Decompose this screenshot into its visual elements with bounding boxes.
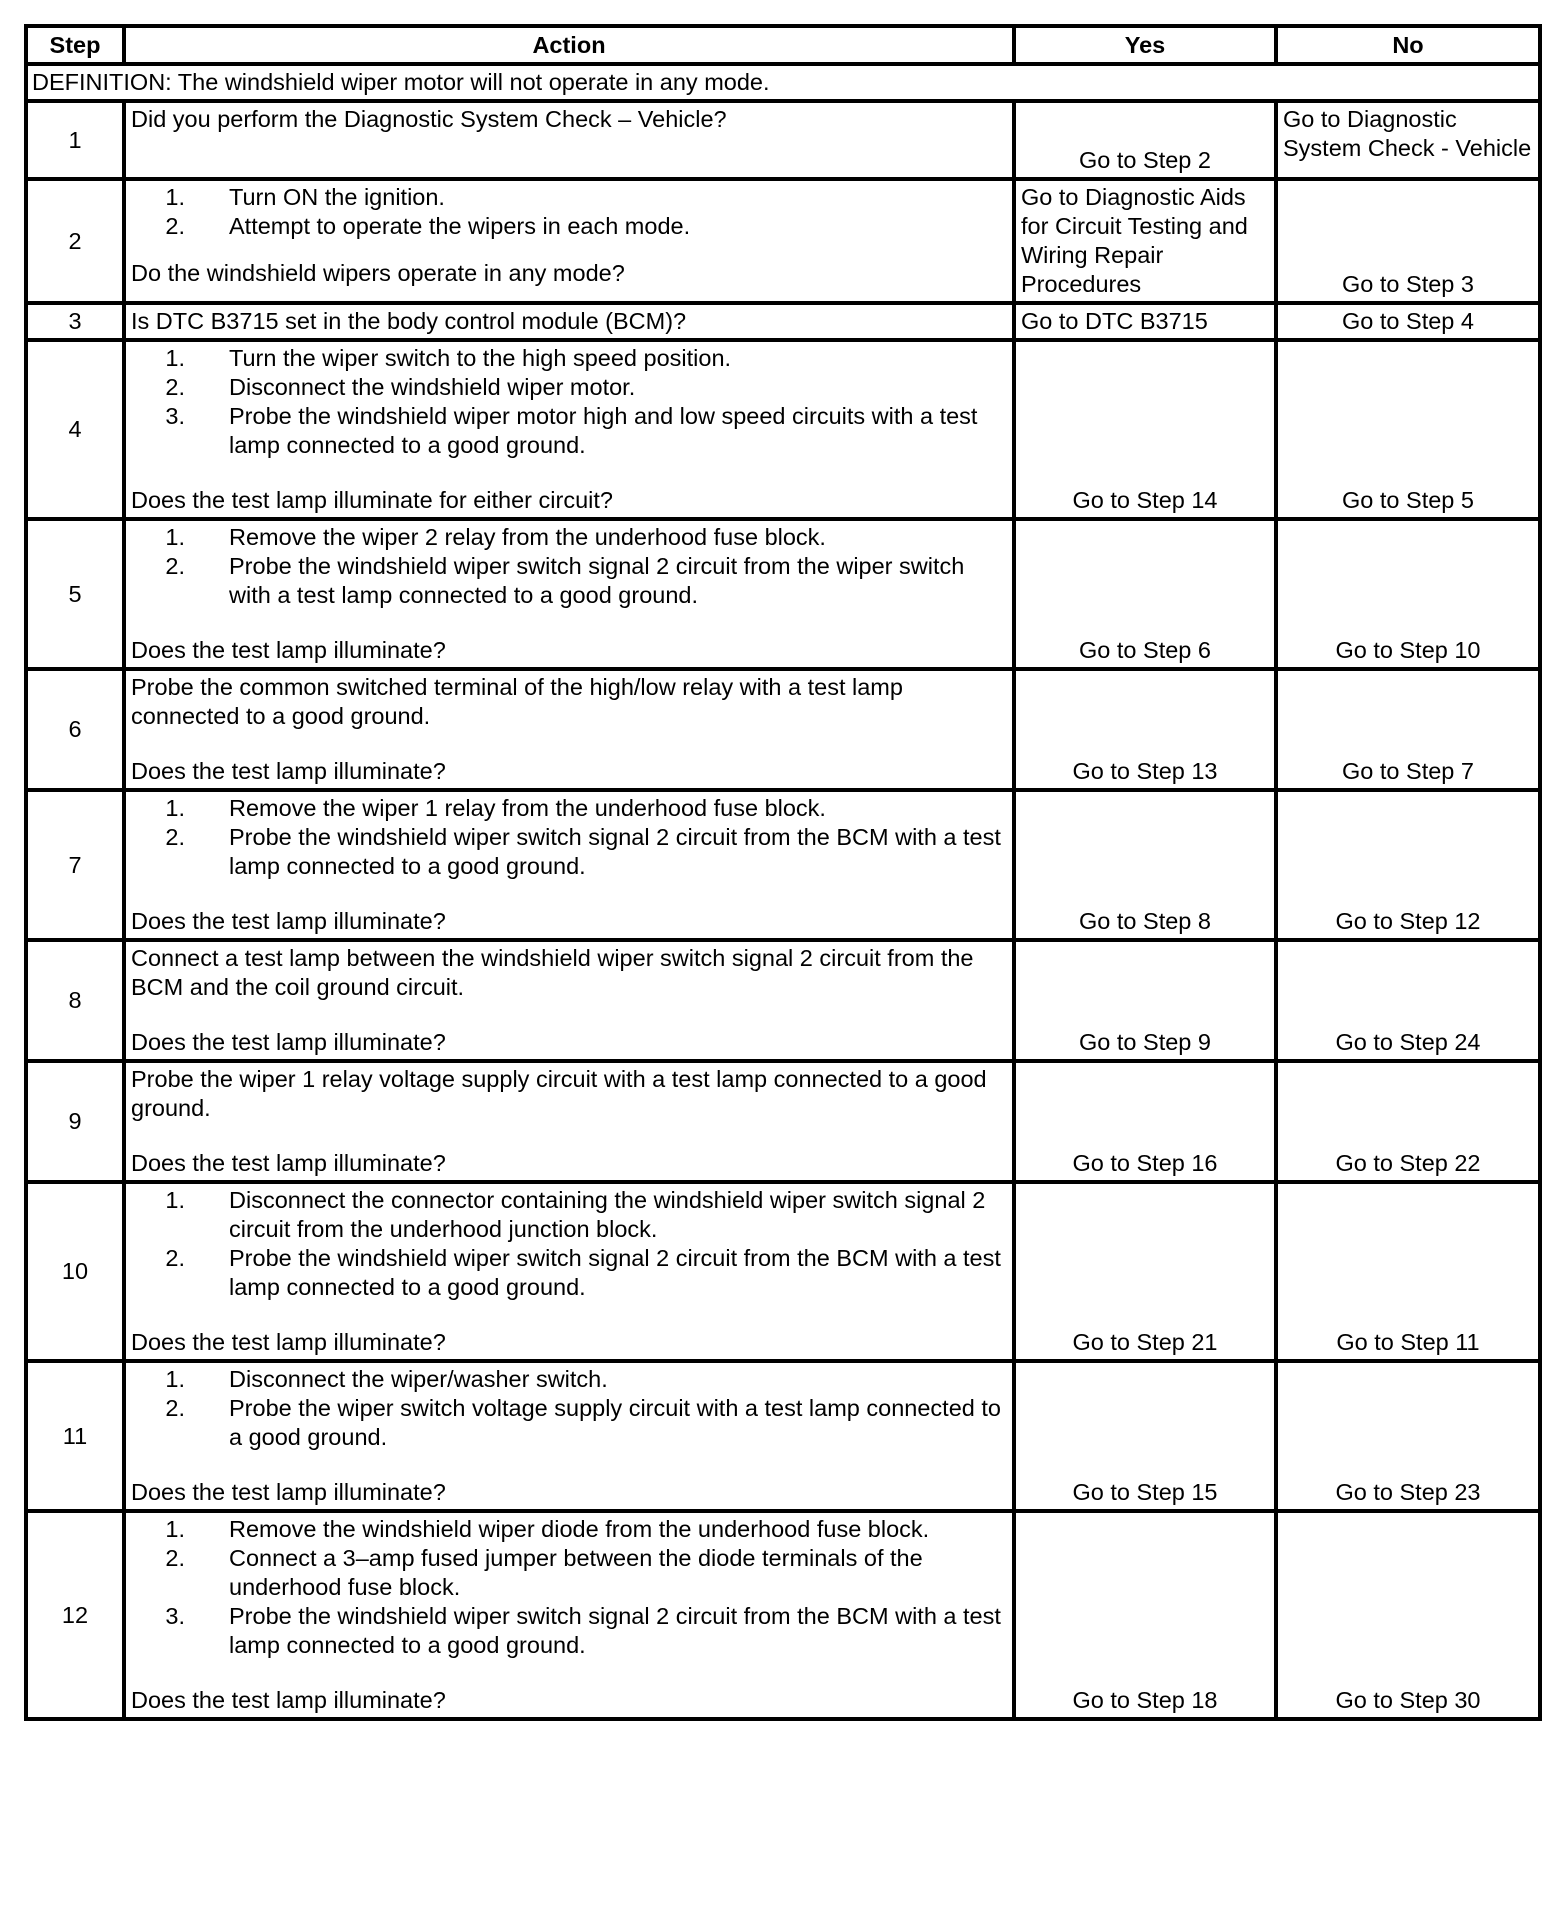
step-number: 9 <box>26 1061 124 1182</box>
action-steps <box>131 183 1007 241</box>
no-cell: Go to Step 4 <box>1276 303 1540 340</box>
no-cell: Go to Step 23 <box>1276 1361 1540 1511</box>
action-steps <box>131 344 1007 460</box>
action-steps <box>131 1365 1007 1452</box>
action-cell <box>124 790 1014 940</box>
yes-cell: Go to Step 9 <box>1014 940 1276 1061</box>
step-number: 8 <box>26 940 124 1061</box>
no-cell: Go to Step 30 <box>1276 1511 1540 1719</box>
header-step: Step <box>26 26 124 64</box>
table-row <box>26 1361 1540 1511</box>
step-number: 11 <box>26 1361 124 1511</box>
step-number: 7 <box>26 790 124 940</box>
action-cell <box>124 101 1014 179</box>
action-question: Does the test lamp illuminate? <box>131 1479 446 1505</box>
diagnostic-table <box>24 24 1542 1721</box>
table-row <box>26 303 1540 340</box>
table-row <box>26 1061 1540 1182</box>
step-number: 12 <box>26 1511 124 1719</box>
step-number: 10 <box>26 1182 124 1361</box>
action-question: Is DTC B3715 set in the body control module (BCM)? <box>131 308 687 334</box>
no-cell: Go to Step 22 <box>1276 1061 1540 1182</box>
action-question: Does the test lamp illuminate? <box>131 1029 446 1055</box>
yes-cell: Go to Step 18 <box>1014 1511 1276 1719</box>
yes-cell: Go to Step 6 <box>1014 519 1276 669</box>
no-cell: Go to Step 12 <box>1276 790 1540 940</box>
action-step-item: 2. Probe the windshield wiper switch signal 2 circuit from the wiper switch with a test lamp connected to a good ground. <box>165 553 965 608</box>
no-cell: Go to Step 10 <box>1276 519 1540 669</box>
table-row <box>26 179 1540 303</box>
table-row <box>26 940 1540 1061</box>
action-question: Does the test lamp illuminate? <box>131 1687 446 1713</box>
action-question: Does the test lamp illuminate? <box>131 758 446 784</box>
action-step-item: 3. Probe the windshield wiper motor high and low speed circuits with a test lamp connected to a good ground. <box>165 403 978 458</box>
table-row <box>26 1182 1540 1361</box>
action-cell <box>124 1511 1014 1719</box>
action-steps <box>131 1515 1007 1660</box>
step-number: 6 <box>26 669 124 790</box>
action-question: Do the windshield wipers operate in any mode? <box>131 260 625 286</box>
no-cell: Go to Diagnostic System Check - Vehicle <box>1276 101 1540 179</box>
yes-cell: Go to Step 15 <box>1014 1361 1276 1511</box>
action-step-item: 1. Remove the wiper 1 relay from the underhood fuse block. <box>165 795 826 821</box>
step-number: 3 <box>26 303 124 340</box>
table-row <box>26 1511 1540 1719</box>
action-cell <box>124 940 1014 1061</box>
diagnostic-table-sheet <box>24 24 1542 1721</box>
action-step-item: 1. Remove the wiper 2 relay from the underhood fuse block. <box>165 524 826 550</box>
table-row <box>26 790 1540 940</box>
table-row <box>26 340 1540 519</box>
action-question: Does the test lamp illuminate? <box>131 1150 446 1176</box>
yes-cell: Go to Step 14 <box>1014 340 1276 519</box>
action-step-item: 1. Turn ON the ignition. <box>165 184 445 210</box>
action-text: Connect a test lamp between the windshield wiper switch signal 2 circuit from the BCM and the coil ground circuit. <box>131 945 974 1000</box>
table-row <box>26 669 1540 790</box>
action-cell <box>124 179 1014 303</box>
action-question: Does the test lamp illuminate? <box>131 637 446 663</box>
action-steps <box>131 523 1007 610</box>
no-cell: Go to Step 3 <box>1276 179 1540 303</box>
action-question: Does the test lamp illuminate for either circuit? <box>131 487 613 513</box>
action-text: Probe the wiper 1 relay voltage supply circuit with a test lamp connected to a good ground. <box>131 1066 987 1121</box>
yes-cell: Go to Step 2 <box>1014 101 1276 179</box>
action-step-item: 1. Disconnect the wiper/washer switch. <box>165 1366 608 1392</box>
action-step-item: 1. Disconnect the connector containing the windshield wiper switch signal 2 circuit from the underhood junction block. <box>165 1187 986 1242</box>
action-step-item: 2. Attempt to operate the wipers in each mode. <box>165 213 691 239</box>
action-step-item: 2. Connect a 3–amp fused jumper between the diode terminals of the underhood fuse block. <box>165 1545 923 1600</box>
no-cell: Go to Step 11 <box>1276 1182 1540 1361</box>
header-action: Action <box>124 26 1014 64</box>
action-cell <box>124 669 1014 790</box>
definition-row <box>26 64 1540 101</box>
table-row <box>26 101 1540 179</box>
step-number: 4 <box>26 340 124 519</box>
action-cell <box>124 519 1014 669</box>
no-cell: Go to Step 7 <box>1276 669 1540 790</box>
action-step-item: 2. Probe the wiper switch voltage supply circuit with a test lamp connected to a good ground. <box>165 1395 1001 1450</box>
yes-cell: Go to Step 21 <box>1014 1182 1276 1361</box>
action-question: Does the test lamp illuminate? <box>131 908 446 934</box>
action-cell <box>124 340 1014 519</box>
action-steps <box>131 794 1007 881</box>
action-cell <box>124 1061 1014 1182</box>
yes-cell: Go to DTC B3715 <box>1014 303 1276 340</box>
no-cell: Go to Step 24 <box>1276 940 1540 1061</box>
yes-cell: Go to Step 8 <box>1014 790 1276 940</box>
action-cell <box>124 1361 1014 1511</box>
action-cell <box>124 1182 1014 1361</box>
header-yes: Yes <box>1014 26 1276 64</box>
action-step-item: 2. Probe the windshield wiper switch signal 2 circuit from the BCM with a test lamp connected to a good ground. <box>165 824 1001 879</box>
table-row <box>26 519 1540 669</box>
action-question: Did you perform the Diagnostic System Check – Vehicle? <box>131 106 727 132</box>
yes-cell: Go to Step 13 <box>1014 669 1276 790</box>
no-cell: Go to Step 5 <box>1276 340 1540 519</box>
action-cell <box>124 303 1014 340</box>
action-step-item: 1. Turn the wiper switch to the high speed position. <box>165 345 732 371</box>
step-number: 2 <box>26 179 124 303</box>
action-question: Does the test lamp illuminate? <box>131 1329 446 1355</box>
definition-text: DEFINITION: The windshield wiper motor will not operate in any mode. <box>26 64 1540 101</box>
step-number: 5 <box>26 519 124 669</box>
header-no: No <box>1276 26 1540 64</box>
yes-cell: Go to Step 16 <box>1014 1061 1276 1182</box>
step-number: 1 <box>26 101 124 179</box>
action-step-item: 1. Remove the windshield wiper diode from the underhood fuse block. <box>165 1516 930 1542</box>
yes-cell: Go to Diagnostic Aids for Circuit Testing and Wiring Repair Procedures <box>1014 179 1276 303</box>
action-step-item: 2. Disconnect the windshield wiper motor. <box>165 374 636 400</box>
action-text: Probe the common switched terminal of the high/low relay with a test lamp connected to a good ground. <box>131 674 903 729</box>
action-step-item: 2. Probe the windshield wiper switch signal 2 circuit from the BCM with a test lamp connected to a good ground. <box>165 1245 1001 1300</box>
action-step-item: 3. Probe the windshield wiper switch signal 2 circuit from the BCM with a test lamp connected to a good ground. <box>165 1603 1001 1658</box>
action-steps <box>131 1186 1007 1302</box>
header-row <box>26 26 1540 64</box>
